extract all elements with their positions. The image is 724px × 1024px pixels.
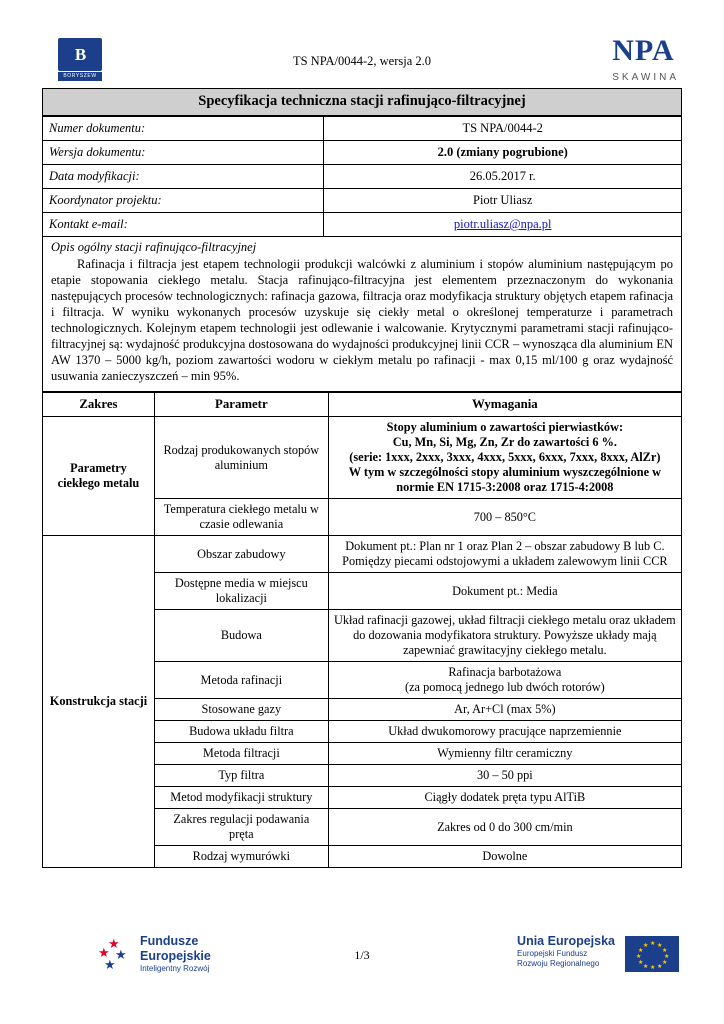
- ue-line-3: Rozwoju Regionalnego: [517, 958, 600, 968]
- meta-label: Koordynator projektu:: [43, 189, 324, 213]
- meta-label: Data modyfikacji:: [43, 165, 324, 189]
- param-requirement: Ar, Ar+Cl (max 5%): [328, 699, 681, 721]
- param-name: Zakres regulacji podawania pręta: [154, 809, 328, 846]
- table-row: [43, 213, 682, 237]
- page-title: Specyfikacja techniczna stacji rafinująco-filtracyjnej: [42, 88, 682, 116]
- param-name: Metod modyfikacji struktury: [154, 787, 328, 809]
- boryszew-logo-name: BORYSZEW: [58, 72, 102, 81]
- param-name: Dostępne media w miejscu lokalizacji: [154, 573, 328, 610]
- param-name: Metoda filtracji: [154, 743, 328, 765]
- eu-flag-icon: ★ ★ ★ ★ ★ ★ ★ ★ ★ ★ ★ ★: [625, 936, 679, 972]
- requirement-line: Stopy aluminium o zawartości pierwiastków:: [386, 420, 624, 434]
- param-name: Rodzaj wymurówki: [154, 846, 328, 868]
- param-requirement: [328, 662, 681, 699]
- param-requirement: Dokument pt.: Media: [328, 573, 681, 610]
- metadata-table: [42, 116, 682, 237]
- param-name: Obszar zabudowy: [154, 536, 328, 573]
- requirement-line: (za pomocą jednego lub dwóch rotorów): [404, 680, 605, 694]
- requirement-line: Rafinacja barbotażowa: [448, 665, 562, 679]
- fe-stars-icon: ★ ★ ★ ★: [98, 936, 127, 972]
- metadata-rows: [43, 117, 682, 237]
- npa-logo-sub: SKAWINA: [612, 72, 679, 83]
- table-header-row: [43, 393, 682, 417]
- param-requirement: Zakres od 0 do 300 cm/min: [328, 809, 681, 846]
- ue-line-2: Europejski Fundusz: [517, 949, 588, 958]
- page-footer: [0, 934, 724, 990]
- param-requirement: Dowolne: [328, 846, 681, 868]
- column-header-zakres: Zakres: [43, 393, 155, 417]
- param-name: Typ filtra: [154, 765, 328, 787]
- param-requirement: Dokument pt.: Plan nr 1 oraz Plan 2 – obszar zabudowy B lub C. Pomiędzy piecami odstojowymi a układem zalewowym linii CCR: [328, 536, 681, 573]
- table-row: [43, 189, 682, 213]
- table-row: [43, 141, 682, 165]
- email-link[interactable]: piotr.uliasz@npa.pl: [453, 217, 552, 231]
- table-row: [43, 165, 682, 189]
- ue-line-1: Unia Europejska: [517, 934, 615, 948]
- description-body: Rafinacja i filtracja jest etapem technologii produkcji walcówki z aluminium i stopów aluminium następującym po etapie stopowania ciekłego metalu. Stacja rafinująco-filtracyjna jest elementem przeznaczonym do wykonania następujących procesów technologicznych: rafinacja gazowa, filtracja oraz modyfikacja struktury objętych etapem rafinacja i filtracja. W wyniku wykonanych procesów uzyskuje się ciekły metal o określonej temperaturze i parametrach technologicznych. Kolejnym etapem technologii jest odlewanie i walcowanie. Krytycznymi parametrami stacji rafinująco-filtracyjnej są: wydajność produkcyjna dostosowana do wydajności produkcyjnej linii CCR – wynosząca dla aluminium EN AW 1370 – 5000 kg/h, poziom zawartości wodoru w ciekłym metalu po rafinacji - max 0,15 ml/100 g oraz wydajność usuwania zanieczyszczeń – min 95%.: [51, 257, 673, 383]
- param-name: Temperatura ciekłego metalu w czasie odlewania: [154, 499, 328, 536]
- table-row: [43, 117, 682, 141]
- specification-table: [42, 392, 682, 868]
- meta-label: Numer dokumentu:: [43, 117, 324, 141]
- param-name: Rodzaj produkowanych stopów aluminium: [154, 417, 328, 499]
- requirement-line: W tym w szczególności stopy aluminium wyszczególnione w normie EN 1715-3:2008 oraz 1715-4:2008: [348, 465, 662, 494]
- param-requirement: Układ rafinacji gazowej, układ filtracji ciekłego metalu oraz układem do dozowania modyfikatora struktury. Powyższe układy mają zapewniać grawitacyjny ciekłego metalu.: [328, 610, 681, 662]
- param-name: Stosowane gazy: [154, 699, 328, 721]
- param-requirement: Układ dwukomorowy pracujące naprzemiennie: [328, 721, 681, 743]
- param-requirement: Wymienny filtr ceramiczny: [328, 743, 681, 765]
- group-label-konstrukcja: Konstrukcja stacji: [43, 536, 155, 868]
- npa-logo-name: NPA: [612, 34, 675, 67]
- param-name: Budowa układu filtra: [154, 721, 328, 743]
- requirement-line: (serie: 1xxx, 2xxx, 3xxx, 4xxx, 5xxx, 6xxx, 7xxx, 8xxx, AlZr): [349, 450, 661, 464]
- param-name: Budowa: [154, 610, 328, 662]
- param-requirement: 30 – 50 ppi: [328, 765, 681, 787]
- description-block: [42, 237, 682, 392]
- boryszew-logo-glyph: B: [74, 45, 86, 64]
- meta-label: Kontakt e-mail:: [43, 213, 324, 237]
- page-header: [0, 0, 724, 88]
- meta-label: Wersja dokumentu:: [43, 141, 324, 165]
- unia-europejska-logo: [517, 934, 679, 972]
- fe-line-2: Europejskie: [140, 948, 211, 963]
- fe-line-1: Fundusze: [140, 934, 199, 948]
- column-header-parametr: Parametr: [154, 393, 328, 417]
- table-row: [43, 536, 682, 573]
- description-title: Opis ogólny stacji rafinująco-filtracyjnej: [51, 240, 257, 254]
- meta-value: Piotr Uliasz: [324, 189, 682, 213]
- group-label-parametry: Parametry ciekłego metalu: [43, 417, 155, 536]
- npa-logo: [612, 36, 679, 83]
- fe-line-3: Inteligentny Rozwój: [140, 963, 210, 973]
- specification-table-body: [43, 417, 682, 868]
- specification-table-head: [43, 393, 682, 417]
- document-body: [42, 88, 682, 868]
- meta-value: 26.05.2017 r.: [324, 165, 682, 189]
- param-requirement: [328, 417, 681, 499]
- param-name: Metoda rafinacji: [154, 662, 328, 699]
- page-number: 1/3: [354, 948, 370, 962]
- param-requirement: 700 – 850°C: [328, 499, 681, 536]
- column-header-wymagania: Wymagania: [328, 393, 681, 417]
- meta-value-email: [324, 213, 682, 237]
- table-row: [43, 417, 682, 499]
- meta-value: 2.0 (zmiany pogrubione): [324, 141, 682, 165]
- requirement-line: Cu, Mn, Si, Mg, Zn, Zr do zawartości 6 %.: [392, 435, 617, 449]
- param-requirement: Ciągły dodatek pręta typu AlTiB: [328, 787, 681, 809]
- ue-logo-text: [517, 934, 615, 968]
- meta-value: TS NPA/0044-2: [324, 117, 682, 141]
- document-code: TS NPA/0044-2, wersja 2.0: [292, 54, 432, 68]
